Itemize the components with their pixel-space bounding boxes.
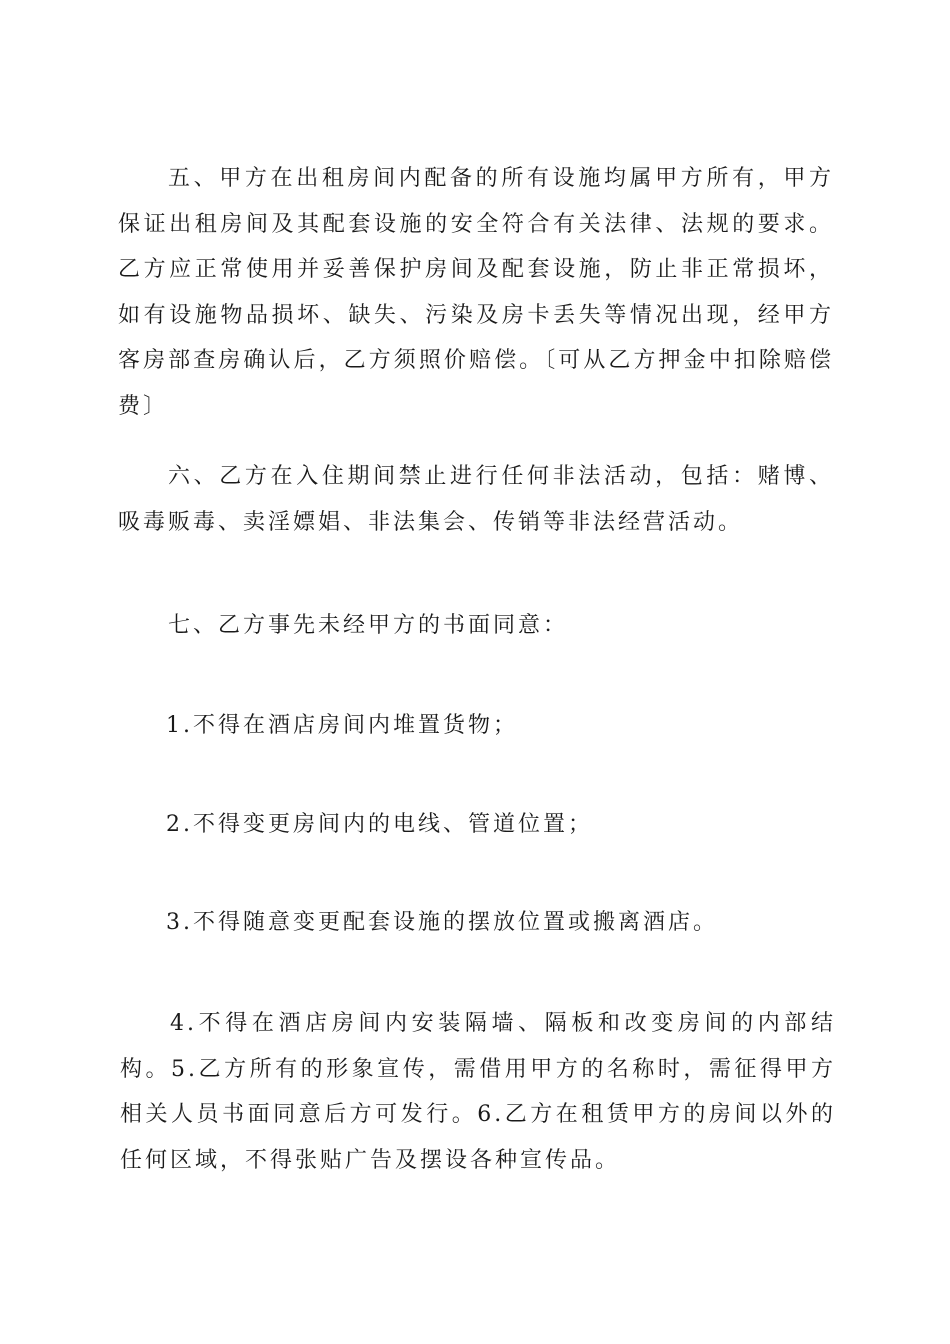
paragraph-clause-6: 六、乙方在入住期间禁止进行任何非法活动，包括：赌博、吸毒贩毒、卖淫嫖娼、非法集会、传销等非法经营活动。 [118, 464, 834, 535]
paragraph-clause-7: 七、乙方事先未经甲方的书面同意： [168, 613, 569, 638]
list-item-4-6: 4.不得在酒店房间内安装隔墙、隔板和改变房间的内部结构。5.乙方所有的形象宣传，需借用甲方的名称时，需征得甲方相关人员书面同意后方可发行。6.乙方在租赁甲方的房间以外的任何区域，不得张贴广告及摆设各种宣传品。 [120, 1011, 836, 1173]
list-item-2: 2.不得变更房间内的电线、管道位置； [166, 812, 593, 837]
list-item-1: 1.不得在酒店房间内堆置货物； [166, 713, 518, 738]
paragraph-clause-5: 五、甲方在出租房间内配备的所有设施均属甲方所有，甲方保证出租房间及其配套设施的安全符合有关法律、法规的要求。乙方应正常使用并妥善保护房间及配套设施，防止非正常损坏，如有设施物品损坏、缺失、污染及房卡丢失等情况出现，经甲方客房部查房确认后，乙方须照价赔偿。〔可从乙方押金中扣除赔偿费〕 [118, 166, 834, 419]
list-item-3: 3.不得随意变更配套设施的摆放位置或搬离酒店。 [166, 910, 718, 935]
